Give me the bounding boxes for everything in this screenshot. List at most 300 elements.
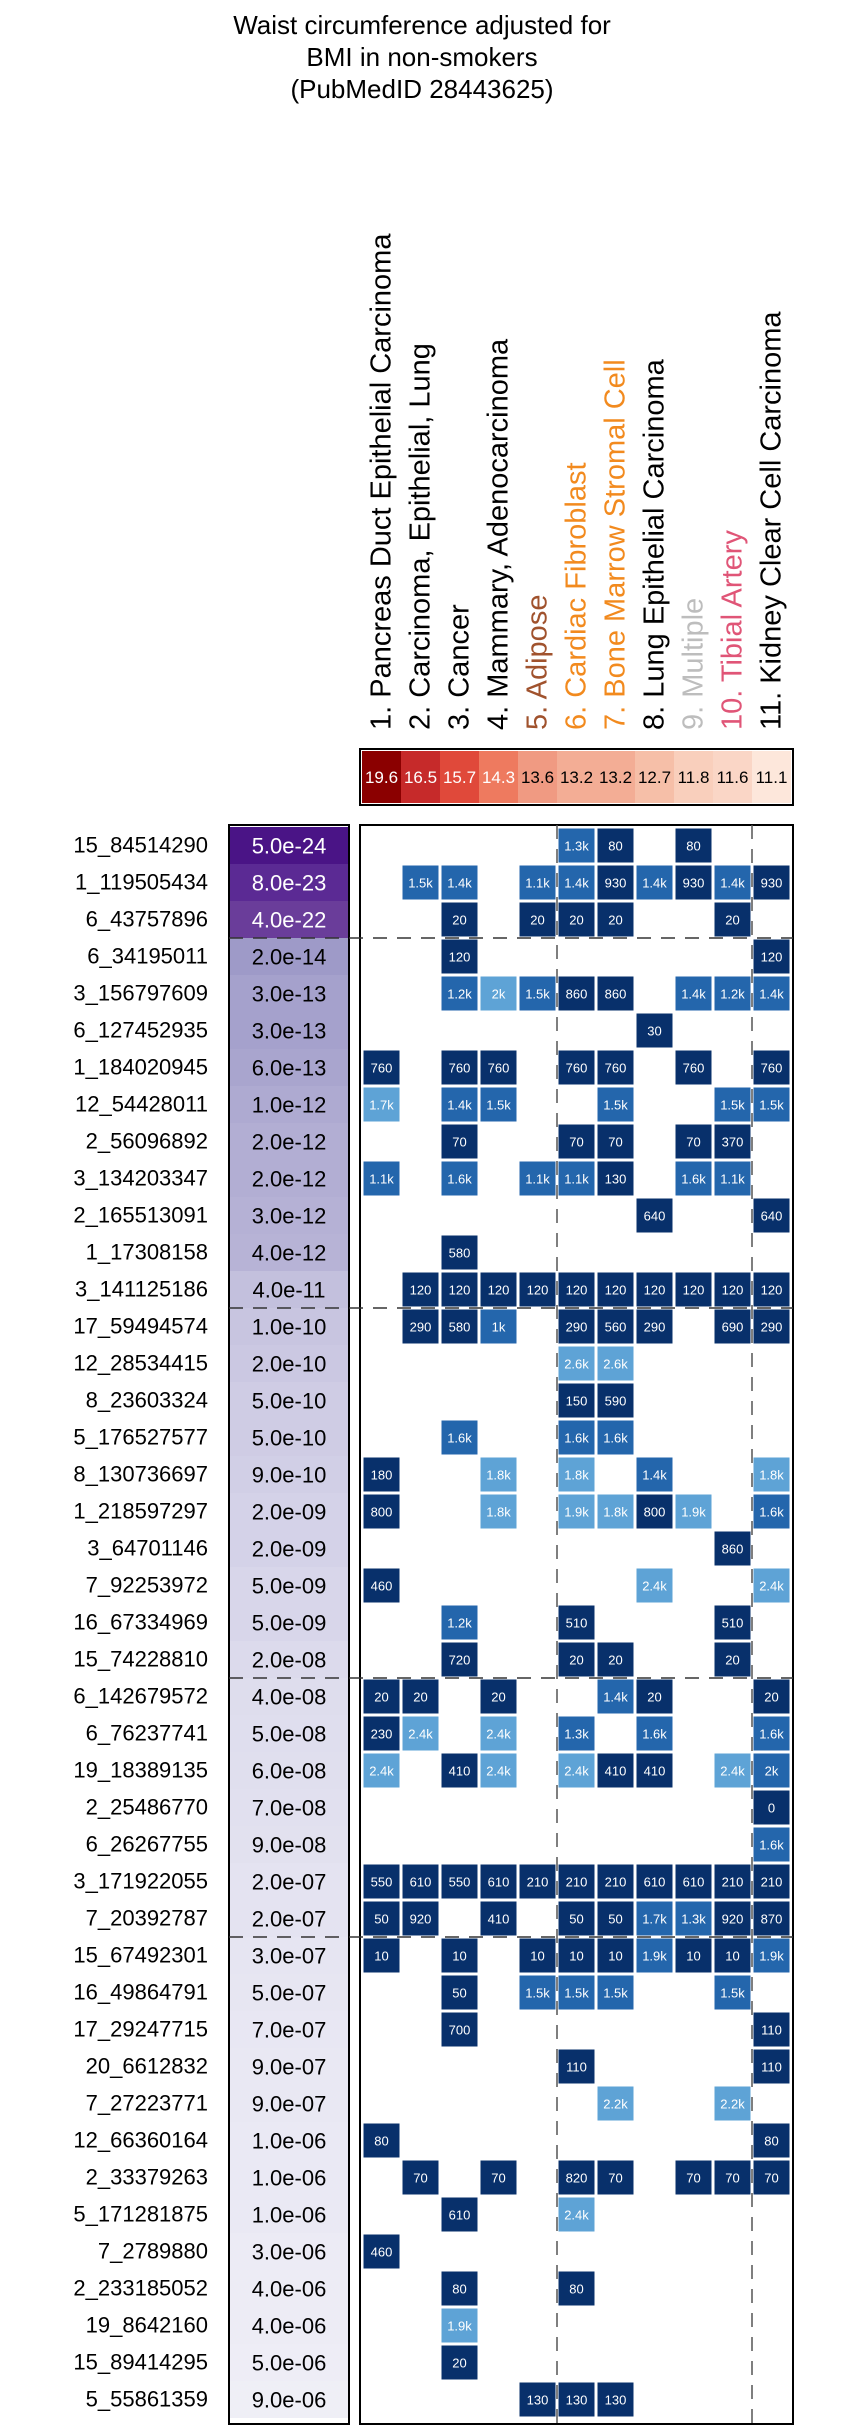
heatmap-cell-label: 1.8k — [486, 1504, 511, 1520]
heatmap-cell-label: 860 — [721, 1541, 744, 1557]
heatmap-cell-label: 610 — [448, 2207, 471, 2223]
p-value-label: 7.0e-07 — [251, 2017, 327, 2043]
heatmap-cell-label: 1.1k — [525, 875, 550, 891]
heatmap-cell-label: 1.4k — [564, 875, 589, 891]
column-label: 7. Bone Marrow Stromal Cell — [599, 359, 632, 730]
heatmap-cell-label: 290 — [409, 1319, 432, 1335]
heatmap-cell-label: 1.6k — [681, 1171, 706, 1187]
p-value-label: 3.0e-07 — [251, 1943, 327, 1969]
heatmap-cell-label: 1.2k — [447, 986, 472, 1002]
heatmap-cell-label: 860 — [565, 986, 588, 1002]
p-value-label: 5.0e-06 — [251, 2350, 327, 2376]
heatmap-cell-label: 1.6k — [759, 1504, 784, 1520]
heatmap-cell-label: 70 — [608, 2170, 623, 2186]
p-value-column — [229, 825, 349, 2424]
heatmap-cell-label: 130 — [526, 2392, 549, 2408]
row-id: 7_2789880 — [97, 2238, 208, 2264]
heatmap-cell-label: 1.5k — [525, 986, 550, 1002]
row-id: 19_8642160 — [85, 2312, 208, 2338]
heatmap-cell-label: 80 — [452, 2281, 467, 2297]
heatmap-cell-label: 120 — [760, 1282, 783, 1298]
heatmap-cell-label: 110 — [761, 2022, 782, 2038]
row-id: 2_25486770 — [85, 1794, 208, 1820]
column-label: 2. Carcinoma, Epithelial, Lung — [404, 343, 437, 730]
heatmap-cell-label: 550 — [370, 1874, 393, 1890]
heatmap-cell-label: 2.6k — [603, 1356, 628, 1372]
heatmap-cell-label: 800 — [643, 1504, 666, 1520]
p-value-label: 3.0e-12 — [251, 1203, 327, 1229]
row-id: 5_176527577 — [73, 1424, 208, 1450]
heatmap-cell-label: 1.4k — [759, 986, 784, 1002]
row-id: 17_29247715 — [73, 2016, 208, 2042]
p-value-label: 4.0e-11 — [252, 1277, 326, 1303]
heatmap-cell-label: 1.1k — [369, 1171, 394, 1187]
heatmap-cell-label: 2.4k — [486, 1726, 511, 1742]
heatmap-cell-label: 290 — [760, 1319, 783, 1335]
heatmap-cell-label: 130 — [565, 2392, 588, 2408]
row-id-labels — [73, 833, 208, 2412]
heatmap-cell-label: 2k — [491, 986, 506, 1002]
p-value-label: 3.0e-06 — [251, 2239, 327, 2265]
p-value-label: 7.0e-08 — [251, 1795, 327, 1821]
heatmap-cell-label: 20 — [491, 1689, 506, 1705]
heatmap-cell-label: 610 — [643, 1874, 666, 1890]
score-label: 13.2 — [598, 768, 633, 787]
heatmap-cell-label: 1.6k — [564, 1430, 589, 1446]
heatmap-cell-label: 80 — [608, 838, 623, 854]
score-label: 15.7 — [442, 768, 477, 787]
row-id: 7_20392787 — [85, 1905, 208, 1931]
heatmap-cell-label: 70 — [491, 2170, 506, 2186]
p-value-label: 2.0e-12 — [251, 1129, 327, 1155]
row-id: 2_56096892 — [85, 1128, 208, 1154]
row-id: 16_49864791 — [73, 1979, 208, 2005]
heatmap-cell-label: 820 — [565, 2170, 588, 2186]
heatmap-cell-label: 120 — [760, 949, 783, 965]
row-id: 3_134203347 — [73, 1165, 208, 1191]
heatmap-cell-label: 2.4k — [759, 1578, 784, 1594]
heatmap-cell-label: 80 — [569, 2281, 584, 2297]
row-id: 19_18389135 — [73, 1757, 208, 1783]
p-value-label: 3.0e-13 — [251, 981, 327, 1007]
heatmap-cell-label: 800 — [370, 1504, 393, 1520]
heatmap-cell-label: 1k — [491, 1319, 506, 1335]
heatmap-cell-label: 10 — [725, 1948, 740, 1964]
heatmap-cell-label: 20 — [452, 912, 467, 928]
row-id: 6_26267755 — [85, 1831, 208, 1857]
heatmap-cell-label: 2.4k — [564, 2207, 589, 2223]
heatmap-cell-label: 1.8k — [603, 1504, 628, 1520]
heatmap-cell-label: 460 — [370, 1578, 393, 1594]
heatmap-cell-label: 10 — [686, 1948, 701, 1964]
row-id: 1_218597297 — [73, 1498, 208, 1524]
row-id: 15_74228810 — [73, 1646, 208, 1672]
heatmap-cell-label: 70 — [569, 1134, 584, 1150]
heatmap-cell-label: 510 — [721, 1615, 744, 1631]
p-value-label: 4.0e-22 — [251, 907, 327, 933]
heatmap-cell-label: 70 — [452, 1134, 467, 1150]
heatmap-cell-label: 120 — [643, 1282, 666, 1298]
column-label: 11. Kidney Clear Cell Carcinoma — [755, 311, 788, 730]
column-label: 3. Cancer — [443, 604, 476, 730]
heatmap-cell-label: 1.5k — [564, 1985, 589, 2001]
heatmap-cell-label: 760 — [370, 1060, 393, 1076]
row-id: 6_43757896 — [85, 906, 208, 932]
row-id: 1_184020945 — [73, 1054, 208, 1080]
p-value-label: 2.0e-09 — [251, 1499, 327, 1525]
heatmap-cell-label: 1.4k — [642, 875, 667, 891]
heatmap-cell-label: 870 — [760, 1911, 783, 1927]
heatmap-cell-label: 2k — [764, 1763, 779, 1779]
heatmap-cell-label: 640 — [760, 1208, 783, 1224]
heatmap-cell-label: 410 — [448, 1763, 471, 1779]
heatmap-cell-label: 120 — [565, 1282, 588, 1298]
heatmap-cell-label: 80 — [686, 838, 701, 854]
heatmap-cell-label: 1.3k — [681, 1911, 706, 1927]
heatmap-cell-label: 930 — [604, 875, 627, 891]
p-value-label: 2.0e-14 — [251, 944, 327, 970]
p-value-label: 9.0e-08 — [251, 1832, 327, 1858]
p-value-label: 5.0e-09 — [251, 1610, 327, 1636]
heatmap-cell-label: 150 — [565, 1393, 588, 1409]
row-id: 5_171281875 — [73, 2201, 208, 2227]
heatmap-cell-label: 550 — [448, 1874, 471, 1890]
heatmap-cell-label: 1.6k — [759, 1837, 784, 1853]
heatmap-cell-label: 860 — [604, 986, 627, 1002]
score-label: 19.6 — [364, 768, 399, 787]
heatmap-cell-label: 70 — [686, 1134, 701, 1150]
heatmap-cell-label: 1.8k — [759, 1467, 784, 1483]
heatmap-cell-label: 920 — [409, 1911, 432, 1927]
heatmap-cell-label: 80 — [764, 2133, 779, 2149]
heatmap-cell-label: 2.4k — [564, 1763, 589, 1779]
heatmap-cell-label: 1.5k — [720, 1985, 745, 2001]
row-id: 1_17308158 — [85, 1239, 208, 1265]
row-id: 1_119505434 — [75, 869, 208, 895]
heatmap-cell-label: 210 — [565, 1874, 588, 1890]
heatmap-cell-label: 210 — [604, 1874, 627, 1890]
p-value-label: 5.0e-09 — [251, 1573, 327, 1599]
heatmap-cell-label: 130 — [604, 1171, 627, 1187]
heatmap-cell-label: 10 — [608, 1948, 623, 1964]
p-value-label: 1.0e-10 — [251, 1314, 327, 1340]
heatmap-cell-label: 20 — [374, 1689, 389, 1705]
heatmap-cell-label: 290 — [565, 1319, 588, 1335]
heatmap-cell-label: 70 — [608, 1134, 623, 1150]
p-value-label: 5.0e-07 — [251, 1980, 327, 2006]
heatmap-cell-label: 290 — [643, 1319, 666, 1335]
heatmap-cell-label: 210 — [721, 1874, 744, 1890]
p-value-label: 2.0e-07 — [251, 1869, 327, 1895]
heatmap-cell-label: 1.6k — [447, 1171, 472, 1187]
row-id: 5_55861359 — [85, 2386, 208, 2412]
row-id: 3_156797609 — [73, 980, 208, 1006]
heatmap-cell-label: 580 — [448, 1245, 471, 1261]
heatmap-cell-label: 1.4k — [447, 1097, 472, 1113]
p-value-label: 5.0e-24 — [251, 833, 327, 859]
row-id: 2_165513091 — [73, 1202, 208, 1228]
heatmap-cell-label: 1.7k — [642, 1911, 667, 1927]
score-label: 13.6 — [520, 768, 555, 787]
row-id: 3_141125186 — [75, 1276, 208, 1302]
p-value-label: 6.0e-13 — [251, 1055, 327, 1081]
heatmap-cell-label: 50 — [608, 1911, 623, 1927]
heatmap-cell-label: 1.9k — [759, 1948, 784, 1964]
heatmap-cell-label: 2.4k — [642, 1578, 667, 1594]
heatmap-cell-label: 1.2k — [720, 986, 745, 1002]
column-label: 5. Adipose — [521, 594, 554, 730]
heatmap-cell-label: 560 — [604, 1319, 627, 1335]
heatmap-cell-label: 720 — [448, 1652, 471, 1668]
heatmap-cell-label: 700 — [448, 2022, 471, 2038]
heatmap-cell-label: 1.5k — [525, 1985, 550, 2001]
heatmap-cell-label: 10 — [530, 1948, 545, 1964]
p-value-label: 4.0e-08 — [251, 1684, 327, 1710]
row-id: 2_233185052 — [73, 2275, 208, 2301]
score-label: 11.6 — [716, 768, 749, 787]
heatmap-cell-label: 2.2k — [720, 2096, 745, 2112]
heatmap-cell-label: 20 — [608, 912, 623, 928]
heatmap-cell-label: 1.9k — [564, 1504, 589, 1520]
title-line: Waist circumference adjusted for — [233, 10, 611, 40]
heatmap-cell-label: 10 — [374, 1948, 389, 1964]
row-id: 7_27223771 — [85, 2090, 208, 2116]
column-labels — [366, 233, 788, 730]
column-label: 1. Pancreas Duct Epithelial Carcinoma — [365, 233, 398, 730]
p-value-label: 5.0e-10 — [251, 1425, 327, 1451]
heatmap-cell-label: 210 — [760, 1874, 783, 1890]
title-line: BMI in non-smokers — [306, 42, 538, 72]
p-value-label: 2.0e-12 — [251, 1166, 327, 1192]
row-id: 6_142679572 — [73, 1683, 208, 1709]
heatmap-cell-label: 20 — [608, 1652, 623, 1668]
score-label: 11.1 — [755, 768, 788, 787]
heatmap-cell-label: 590 — [604, 1393, 627, 1409]
heatmap-cell-label: 2.4k — [486, 1763, 511, 1779]
column-score-bar — [360, 749, 793, 805]
heatmap-cell-label: 760 — [565, 1060, 588, 1076]
p-value-label: 9.0e-10 — [251, 1462, 327, 1488]
heatmap-cell-label: 1.4k — [603, 1689, 628, 1705]
heatmap-cell-label: 2.4k — [369, 1763, 394, 1779]
row-id: 6_34195011 — [87, 943, 208, 969]
heatmap-cell-label: 1.4k — [681, 986, 706, 1002]
p-value-label: 1.0e-12 — [251, 1092, 327, 1118]
heatmap-cell-label: 930 — [682, 875, 705, 891]
row-id: 6_76237741 — [85, 1720, 208, 1746]
heatmap-cell-label: 2.2k — [603, 2096, 628, 2112]
p-value-label: 2.0e-09 — [251, 1536, 327, 1562]
p-value-label: 9.0e-07 — [251, 2091, 327, 2117]
heatmap-cell-label: 370 — [721, 1134, 744, 1150]
heatmap-cell-label: 760 — [604, 1060, 627, 1076]
row-id: 15_67492301 — [73, 1942, 208, 1968]
heatmap-cell-label: 690 — [721, 1319, 744, 1335]
heatmap-cell-label: 10 — [452, 1948, 467, 1964]
heatmap-cell-label: 610 — [487, 1874, 510, 1890]
heatmap-cell-label: 610 — [682, 1874, 705, 1890]
heatmap-cell-label: 930 — [760, 875, 783, 891]
p-value-label: 8.0e-23 — [251, 870, 327, 896]
heatmap-cell-label: 20 — [764, 1689, 779, 1705]
heatmap-cell-label: 1.5k — [486, 1097, 511, 1113]
heatmap-cell-label: 2.6k — [564, 1356, 589, 1372]
p-value-label: 2.0e-08 — [251, 1647, 327, 1673]
heatmap-cell-label: 1.4k — [447, 875, 472, 891]
heatmap-cell-label: 110 — [761, 2059, 782, 2075]
heatmap-cell-label: 1.1k — [720, 1171, 745, 1187]
row-id: 6_127452935 — [73, 1017, 208, 1043]
heatmap-cell-label: 120 — [682, 1282, 705, 1298]
heatmap-cell-label: 760 — [760, 1060, 783, 1076]
heatmap-cell-label: 50 — [374, 1911, 389, 1927]
heatmap-cell-label: 120 — [409, 1282, 432, 1298]
p-value-label: 2.0e-07 — [251, 1906, 327, 1932]
row-id: 12_66360164 — [73, 2127, 208, 2153]
heatmap-cell-label: 180 — [370, 1467, 393, 1483]
heatmap-cell-label: 1.8k — [564, 1467, 589, 1483]
heatmap-cell-label: 640 — [643, 1208, 666, 1224]
row-id: 8_130736697 — [73, 1461, 208, 1487]
heatmap-cell-label: 20 — [569, 1652, 584, 1668]
heatmap-cell-label: 1.8k — [486, 1467, 511, 1483]
heatmap-cell-label: 120 — [448, 1282, 471, 1298]
heatmap-cell-label: 70 — [413, 2170, 428, 2186]
heatmap-cell-label: 120 — [526, 1282, 549, 1298]
heatmap-cell-label: 2.4k — [720, 1763, 745, 1779]
column-label: 4. Mammary, Adenocarcinoma — [482, 338, 515, 730]
heatmap-cell-label: 120 — [721, 1282, 744, 1298]
heatmap-cell-label: 230 — [370, 1726, 393, 1742]
p-value-label: 3.0e-13 — [251, 1018, 327, 1044]
p-value-label: 2.0e-10 — [251, 1351, 327, 1377]
chart-title — [233, 10, 611, 104]
column-label: 8. Lung Epithelial Carcinoma — [638, 359, 671, 730]
heatmap-cell-label: 920 — [721, 1911, 744, 1927]
row-id: 17_59494574 — [73, 1313, 208, 1339]
heatmap-cell-label: 1.6k — [642, 1726, 667, 1742]
row-id: 16_67334969 — [73, 1609, 208, 1635]
row-id: 20_6612832 — [85, 2053, 208, 2079]
heatmap-cell-label: 1.5k — [603, 1985, 628, 2001]
heatmap-cell-label: 760 — [487, 1060, 510, 1076]
p-value-label: 1.0e-06 — [251, 2165, 327, 2191]
p-value-label: 6.0e-08 — [251, 1758, 327, 1784]
p-value-label: 9.0e-07 — [251, 2054, 327, 2080]
heatmap-cell-label: 120 — [448, 949, 471, 965]
title-line: (PubMedID 28443625) — [290, 74, 554, 104]
heatmap-cell-label: 50 — [569, 1911, 584, 1927]
heatmap-cell-label: 1.7k — [369, 1097, 394, 1113]
row-id: 12_54428011 — [75, 1091, 208, 1117]
heatmap-cell-label: 1.5k — [603, 1097, 628, 1113]
heatmap-cell-label: 760 — [682, 1060, 705, 1076]
row-id: 15_84514290 — [73, 832, 208, 858]
p-value-label: 9.0e-06 — [251, 2387, 327, 2413]
heatmap-cell-label: 1.3k — [564, 838, 589, 854]
heatmap-cell-label: 110 — [566, 2059, 587, 2075]
p-value-label: 1.0e-06 — [251, 2128, 327, 2154]
column-label: 9. Multiple — [677, 597, 710, 730]
score-label: 14.3 — [481, 768, 516, 787]
p-value-label: 5.0e-10 — [251, 1388, 327, 1414]
heatmap-cell-label: 120 — [604, 1282, 627, 1298]
heatmap-cell-label: 10 — [569, 1948, 584, 1964]
heatmap-cell-label: 410 — [604, 1763, 627, 1779]
heatmap-cell-label: 1.9k — [447, 2318, 472, 2334]
heatmap-cell-label: 1.6k — [603, 1430, 628, 1446]
row-id: 12_28534415 — [73, 1350, 208, 1376]
heatmap-cell-label: 760 — [448, 1060, 471, 1076]
heatmap-cell-label: 1.9k — [642, 1948, 667, 1964]
p-value-label: 4.0e-12 — [251, 1240, 327, 1266]
heatmap-cell-label: 20 — [647, 1689, 662, 1705]
score-label: 12.7 — [637, 768, 672, 787]
heatmap-cell-label: 70 — [764, 2170, 779, 2186]
heatmap-cell-label: 410 — [487, 1911, 510, 1927]
heatmap-cell-label: 1.2k — [447, 1615, 472, 1631]
heatmap-cell-label: 510 — [565, 1615, 588, 1631]
row-id: 2_33379263 — [85, 2164, 208, 2190]
heatmap-cell-label: 1.4k — [720, 875, 745, 891]
heatmap-cell-label: 70 — [725, 2170, 740, 2186]
column-label: 10. Tibial Artery — [716, 530, 749, 730]
heatmap-cell-label: 1.1k — [564, 1171, 589, 1187]
heatmap-cell-label: 80 — [374, 2133, 389, 2149]
heatmap-cell-label: 20 — [413, 1689, 428, 1705]
heatmap-cell-label: 120 — [487, 1282, 510, 1298]
heatmap-cell-label: 50 — [452, 1985, 467, 2001]
heatmap-cell-label: 20 — [725, 1652, 740, 1668]
heatmap-cell-label: 2.4k — [408, 1726, 433, 1742]
heatmap-cell-label: 1.5k — [408, 875, 433, 891]
heatmap-cell-label: 70 — [686, 2170, 701, 2186]
p-value-label: 4.0e-06 — [251, 2276, 327, 2302]
heatmap-cell-label: 30 — [647, 1023, 662, 1039]
heatmap-cell-label: 1.6k — [759, 1726, 784, 1742]
column-label: 6. Cardiac Fibroblast — [560, 462, 593, 730]
row-id: 7_92253972 — [85, 1572, 208, 1598]
heatmap-cell-label: 580 — [448, 1319, 471, 1335]
heatmap-cell-label: 1.1k — [525, 1171, 550, 1187]
heatmap-cell-label: 1.9k — [681, 1504, 706, 1520]
heatmap-cell-label: 0 — [767, 1800, 776, 1816]
row-id: 3_64701146 — [87, 1535, 208, 1561]
heatmap-cell-label: 20 — [530, 912, 545, 928]
heatmap-cell-label: 130 — [604, 2392, 627, 2408]
row-id: 3_171922055 — [73, 1868, 208, 1894]
heatmap-cell-label: 20 — [725, 912, 740, 928]
heatmap-cell-label: 1.6k — [447, 1430, 472, 1446]
p-value-label: 1.0e-06 — [251, 2202, 327, 2228]
p-value-label: 4.0e-06 — [251, 2313, 327, 2339]
row-id: 8_23603324 — [85, 1387, 208, 1413]
score-label: 16.5 — [403, 768, 438, 787]
heatmap-cell-label: 1.3k — [564, 1726, 589, 1742]
heatmap-cell-label: 460 — [370, 2244, 393, 2260]
heatmap-cell-label: 410 — [643, 1763, 666, 1779]
heatmap-cell-label: 610 — [409, 1874, 432, 1890]
score-label: 13.2 — [559, 768, 594, 787]
heatmap-cell-label: 1.5k — [720, 1097, 745, 1113]
heatmap-cell-label: 20 — [569, 912, 584, 928]
heatmap-cell-label: 210 — [526, 1874, 549, 1890]
heatmap-cell-label: 1.4k — [642, 1467, 667, 1483]
row-id: 15_89414295 — [73, 2349, 208, 2375]
p-value-label: 5.0e-08 — [251, 1721, 327, 1747]
heatmap-cell-label: 1.5k — [759, 1097, 784, 1113]
heatmap-cell-label: 20 — [452, 2355, 467, 2371]
